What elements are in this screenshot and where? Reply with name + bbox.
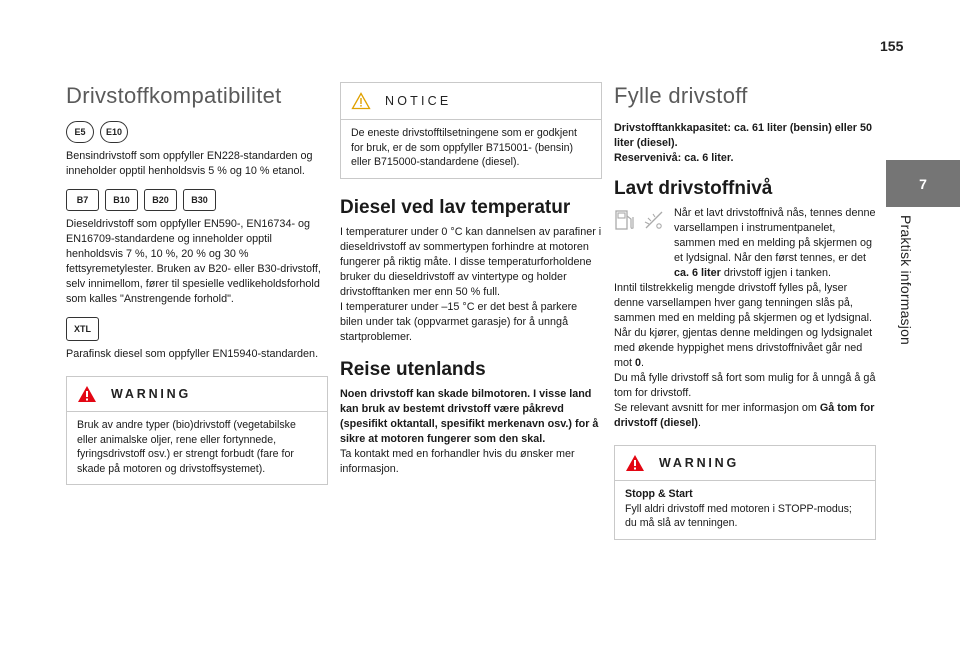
warning-box-stop-start [614,445,876,540]
e5-badge-icon: E5 [66,121,94,143]
fuel-warning-icons [614,206,666,281]
low-fuel-p2-end: . [641,357,645,369]
abroad-bold-text: Noen drivstoff kan skade bilmotoren. I visse land kan bruk av bestemt drivstoff være påkrevd (spesifikt oktantall, spesifikt merkenavn osv.) for å sikre at motoren fungerer som den skal. [340,387,599,445]
abroad-text: Ta kontakt med en forhandler hvis du ønsker mer informasjon. [340,447,575,475]
reserve-level-text: Reservenivå: ca. 6 liter. [614,152,734,164]
low-fuel-p4-link[interactable]: Gå tom for drivstoff (diesel) [614,402,875,429]
section-title-low-fuel: Lavt drivstoffnivå [614,178,773,199]
low-fuel-p1-end: drivstoff igjen i tanken. [720,267,832,279]
low-fuel-p2-bold: 0 [635,357,642,369]
section-title-low-temperature: Diesel ved lav temperatur [340,196,571,218]
b7-badge-icon: B7 [66,189,99,211]
low-fuel-p4: Se relevant avsnitt for mer informasjon om [614,402,820,414]
warning-text: Bruk av andre typer (bio)drivstoff (vegetabilske eller animalske oljer, rene eller fortynnede, fyringsdrivstoff osv.) er strengt forbudt (fare for skade på motoren og drivstoffsystemet). [77,419,296,475]
diesel-text: Dieseldrivstoff som oppfyller EN590-, EN16734- og EN16709-standardene og inneholder opptil henholdsvis 7 %, 10 %, 20 % og 30 % fettsyremetylester. Bruken av B20- eller B30-drivstoff, selv innimellom, fører til spesielle vedlikeholdsforhold som kalles "Anstrengende forhold". [66,218,321,305]
b20-badge-icon: B20 [144,189,177,211]
notice-box [340,82,602,179]
chapter-title-vertical [896,215,916,385]
chapter-title: Praktisk informasjon [898,215,914,346]
low-fuel-p3: Du må fylle drivstoff så fort som mulig for å unngå å gå tom for drivstoff. [614,372,876,399]
fuel-pump-icon [614,208,636,232]
low-fuel-p2-paragraph [614,281,876,371]
notice-text: De eneste drivstofftilsetningene som er godkjent for bruk, er de som oppfyller B715001- (bensin) eller B715000-standardene (diesel). [351,127,577,168]
b30-badge-icon: B30 [183,189,216,211]
low-temperature-text: I temperaturer under 0 °C kan dannelsen av parafiner i dieseldrivstoff av sommertypen forhindre at motoren fungerer på riktig måte. I disse temperaturforholdene bruker du dieseldrivstoff av vintertype og holder drivstofftanken mer enn 50 % full. I temperaturer under –15 °C er det best å parkere bilen under tak (oppvarmet garasje) for å unngå startproblemer. [340,225,602,343]
section-title-abroad: Reise utenlands [340,358,486,380]
petrol-badges [66,121,328,143]
low-fuel-p2: Inntil tilstrekkelig mengde drivstoff fylles på, lyser denne varsellampen hver gang tenningen slås på, sammen med en melding på skjermen og et lydsignal. Når du kjører, gjentas denne meldingen og lydsignalet med økende hyppighet mens drivstoffnivået går ned mot [614,282,873,369]
chapter-tab[interactable] [886,160,960,207]
e10-badge-icon: E10 [100,121,128,143]
warning-box-biofuel [66,376,328,485]
diesel-badges [66,189,328,211]
low-fuel-p1: Når et lavt drivstoffnivå nås, tennes denne varsellampen i instrumentpanelet, sammen med en melding på skjermen og et lydsignal. Når den først tennes, er det [674,207,876,264]
page-number: 155 [880,38,904,54]
column-refuelling [614,75,876,540]
warning-text: Fyll aldri drivstoff med motoren i STOPP-modus; du må slå av tenningen. [625,502,852,529]
low-fuel-p1-bold: ca. 6 liter [674,267,721,279]
notice-label: NOTICE [385,94,452,108]
section-title-compatibility: Drivstoffkompatibilitet [66,83,282,108]
xtl-badge-icon: XTL [66,317,99,341]
low-fuel-p4-paragraph [614,401,876,431]
low-fuel-gauge-icon [642,208,666,232]
section-title-refuelling: Fylle drivstoff [614,83,748,108]
warning-label: WARNING [111,387,192,401]
warning-triangle-icon [77,385,97,403]
petrol-text: Bensindrivstoff som oppfyller EN228-standarden og inneholder opptil henholdsvis 5 % og 10 % etanol. [66,150,313,177]
chapter-number: 7 [919,175,927,192]
low-fuel-intro [674,206,876,281]
notice-triangle-icon [351,92,371,110]
column-fuel-compatibility [66,75,328,485]
warning-title: Stopp & Start [625,488,693,500]
b10-badge-icon: B10 [105,189,138,211]
low-fuel-p4-end: . [698,417,701,429]
tank-capacity-text: Drivstofftankkapasitet: ca. 61 liter (bensin) eller 50 liter (diesel). [614,122,873,149]
warning-label: WARNING [659,456,740,470]
column-diesel [340,82,602,477]
xtl-text: Parafinsk diesel som oppfyller EN15940-standarden. [66,348,319,360]
warning-triangle-icon [625,454,645,472]
